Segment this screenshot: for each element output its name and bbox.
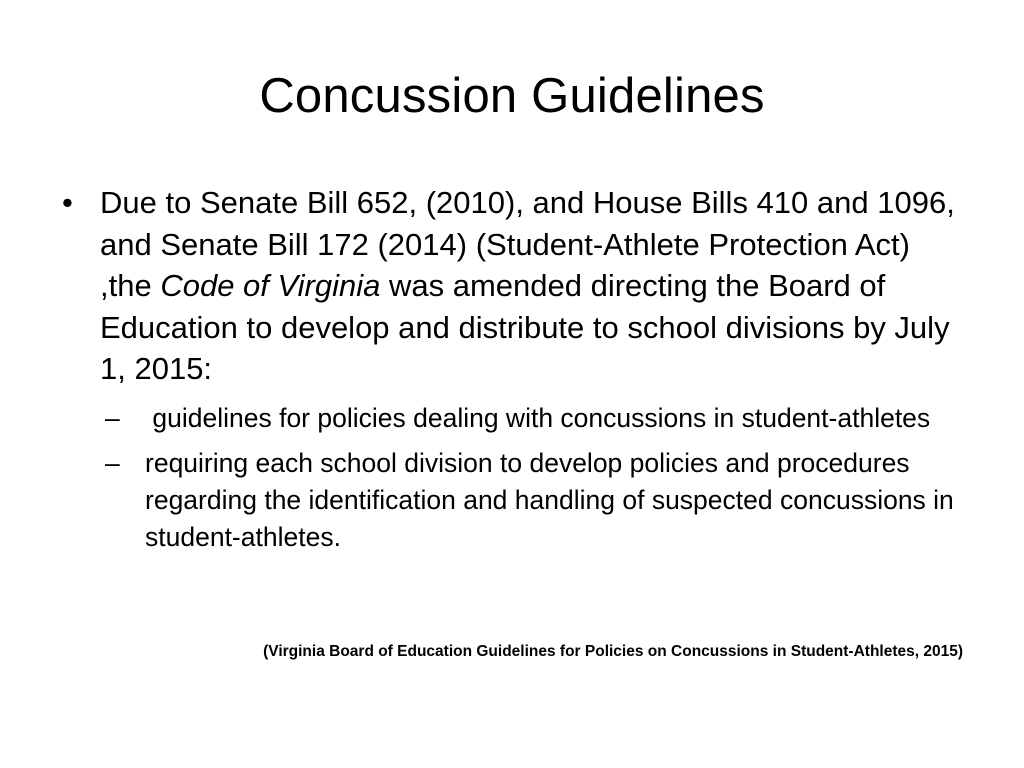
- bullet-item: [60, 182, 970, 390]
- bullet-dot-icon: •: [62, 185, 73, 220]
- sub-bullet-text: guidelines for policies dealing with concussions in student-athletes: [145, 402, 931, 433]
- slide-body: [60, 182, 970, 556]
- code-of-virginia-italic: Code of Virginia: [160, 268, 381, 303]
- dash-icon: –: [105, 447, 120, 478]
- sub-bullet-item: [60, 445, 970, 556]
- dash-icon: –: [105, 402, 120, 433]
- citation: (Virginia Board of Education Guidelines for Policies on Concussions in Student-Athletes, 2015): [263, 643, 963, 660]
- sub-bullet-text: requiring each school division to develop policies and procedures regarding the identification and handling of suspected concussions in student-athletes.: [145, 447, 954, 552]
- bullet-text: [100, 185, 955, 386]
- bullet-text-end: was amended directing the Board of Education to develop and distribute to school divisions by July 1, 2015:: [100, 268, 950, 386]
- bullet-text-start: Due to Senate Bill 652, (2010), and House Bills 410 and 1096, and Senate Bill 172 (2014) (Student-Athlete Protection Act) ,the: [100, 185, 955, 303]
- slide-title: Concussion Guidelines: [259, 69, 765, 123]
- sub-bullet-item: [60, 400, 970, 437]
